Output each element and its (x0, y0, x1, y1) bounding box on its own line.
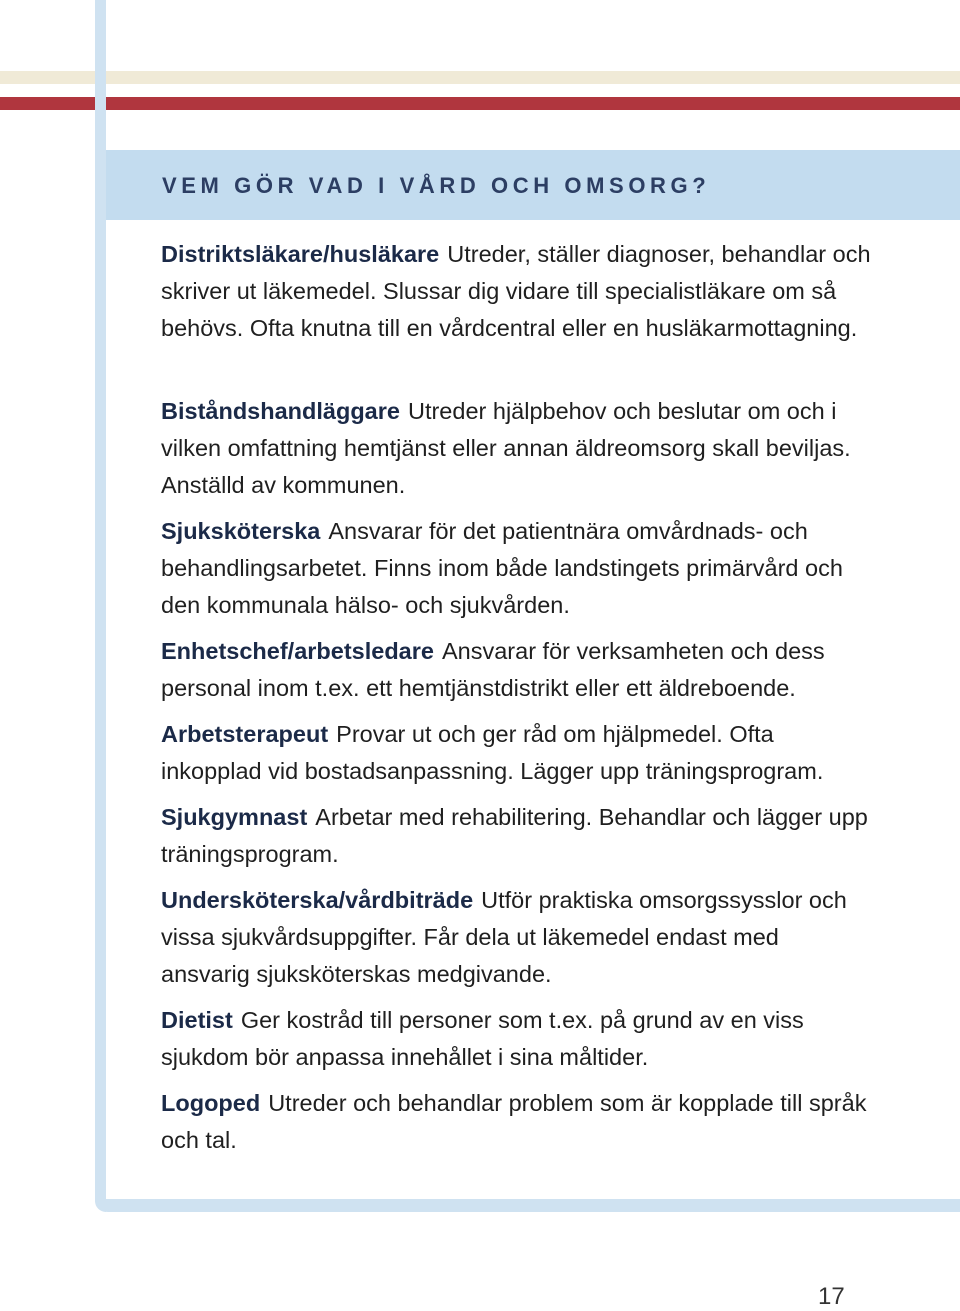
role-description: Utreder, ställer diagnoser, behandlar och skriver ut läkemedel. Slussar dig vidare till specialistläkare om så behövs. Ofta knutna till en vårdcentral eller en husläkarmottagning. (161, 241, 871, 341)
role-term: Undersköterska/vårdbiträde (161, 887, 474, 913)
role-entry (161, 513, 871, 623)
role-term: Distriktsläkare/husläkare (161, 241, 440, 267)
role-description: Ansvarar för det patientnära omvårdnads- och behandlingsarbetet. Finns inom både landstingets primärvård och den kommunala hälso- och sjukvården. (161, 518, 843, 618)
cream-stripe (0, 71, 960, 84)
role-description: Utreder hjälpbehov och beslutar om och i vilken omfattning hemtjänst eller annan äldreomsorg skall beviljas. Anställd av kommunen. (161, 398, 851, 498)
page-number: 17 (818, 1283, 845, 1310)
role-description: Ansvarar för verksamheten och dess personal inom t.ex. ett hemtjänstdistrikt eller ett äldreboende. (161, 638, 825, 701)
role-description: Utreder och behandlar problem som är kopplade till språk och tal. (161, 1090, 867, 1153)
role-entry (161, 633, 871, 706)
role-term: Sjukgymnast (161, 804, 308, 830)
role-description: Arbetar med rehabilitering. Behandlar och lägger upp träningsprogram. (161, 804, 868, 867)
role-entry (161, 716, 871, 789)
role-term: Biståndshandläggare (161, 398, 400, 424)
role-description: Ger kostråd till personer som t.ex. på grund av en viss sjukdom bör anpassa innehållet i sina måltider. (161, 1007, 804, 1070)
role-term: Logoped (161, 1090, 261, 1116)
frame-bottom-border (95, 1199, 960, 1212)
role-entry (161, 393, 871, 503)
red-stripe (0, 97, 960, 110)
role-entry (161, 1085, 871, 1159)
heading-band (106, 150, 960, 220)
role-entry (161, 799, 871, 872)
role-description: Provar ut och ger råd om hjälpmedel. Ofta inkopplad vid bostadsanpassning. Lägger upp träningsprogram. (161, 721, 824, 784)
role-description: Utför praktiska omsorgssysslor och vissa sjukvårdsuppgifter. Får dela ut läkemedel endast med ansvarig sjuksköterskas medgivande. (161, 887, 847, 987)
role-entry (161, 1002, 871, 1075)
role-list (161, 236, 871, 1169)
role-term: Arbetsterapeut (161, 721, 329, 747)
page-heading: VEM GÖR VAD I VÅRD OCH OMSORG? (162, 173, 711, 198)
role-term: Dietist (161, 1007, 233, 1033)
frame-left-border (95, 0, 106, 1212)
role-entry (161, 882, 871, 992)
role-term: Sjuksköterska (161, 518, 321, 544)
role-entry (161, 236, 871, 383)
role-term: Enhetschef/arbetsledare (161, 638, 434, 664)
